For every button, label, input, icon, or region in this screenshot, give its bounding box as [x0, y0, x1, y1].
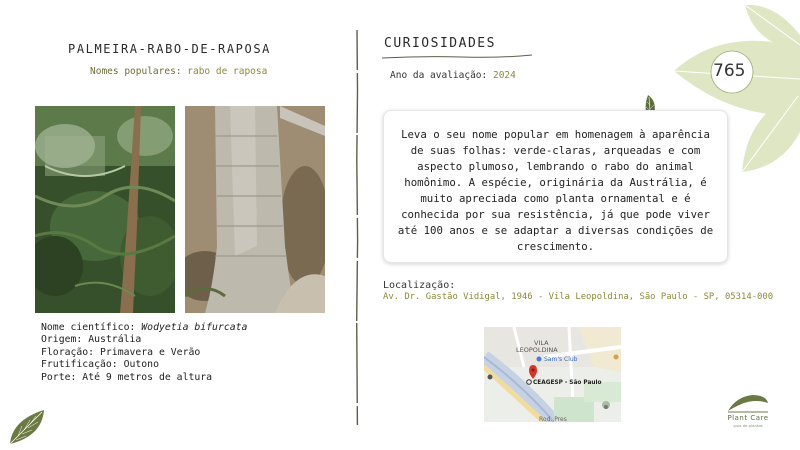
plant-details	[41, 322, 247, 384]
popular-names-value: rabo de raposa	[187, 66, 268, 77]
map-district-line1: VILA	[534, 339, 549, 347]
size-value: Até 9 metros de altura	[82, 371, 213, 383]
plant-title: PALMEIRA-RABO-DE-RAPOSA	[68, 42, 271, 56]
popular-names	[90, 66, 267, 77]
trunk-photo	[185, 106, 325, 313]
location-address[interactable]: Av. Dr. Gastão Vidigal, 1946 - Vila Leopoldina, São Paulo - SP, 05314-000	[383, 292, 774, 302]
location-label: Localização:	[383, 280, 456, 291]
evaluation-year-label: Ano da avaliação:	[390, 70, 488, 81]
leaf-decoration-right-icon	[742, 92, 800, 174]
location-map[interactable]	[484, 327, 621, 422]
card-number: 765	[713, 61, 746, 81]
fruiting-value: Outono	[123, 359, 159, 371]
map-street: Rod. Pres	[539, 416, 567, 422]
fruiting-row: Frutificação: Outono	[41, 359, 159, 371]
flowering-row: Floração: Primavera e Verão	[41, 346, 201, 358]
heading-underline	[382, 53, 532, 61]
leaf-decoration-icon	[8, 408, 48, 446]
curiosities-description-box	[383, 110, 728, 263]
curiosities-text: Leva o seu nome popular em homenagem à aparência de suas folhas: verde-claras, arqueadas e com aspecto plumoso, lembrando o rabo do animal homônimo. A espécie, originária da Austrália, é muito apreciada como planta ornamental e é conhecida por sua resistência, já que pode viver até 100 anos e se adaptar a diversas condições de crescimento.	[397, 128, 714, 253]
map-poi: Sam's Club	[544, 356, 578, 363]
origin-row: Origem: Austrália	[41, 334, 142, 346]
evaluation-year	[390, 70, 516, 81]
brand-logo-icon	[726, 393, 770, 413]
origin-value: Austrália	[88, 334, 142, 346]
foliage-photo	[35, 106, 175, 313]
column-divider	[352, 30, 362, 425]
curiosities-heading: CURIOSIDADES	[384, 36, 496, 51]
scientific-name: Wodyetia bifurcata	[141, 322, 248, 333]
brand-tagline: guia de plantas	[733, 423, 763, 428]
size-row: Porte: Até 9 metros de altura	[41, 371, 213, 383]
popular-names-label: Nomes populares:	[90, 66, 182, 77]
map-pin-label: CEAGESP - São Paulo	[533, 380, 602, 386]
map-district-line2: LEOPOLDINA	[516, 346, 558, 354]
flowering-value: Primavera e Verão	[100, 346, 201, 358]
evaluation-year-value: 2024	[492, 70, 516, 81]
scientific-name-row: Nome científico: Wodyetia bifurcata	[41, 322, 248, 333]
brand-name: Plant Care	[727, 414, 769, 422]
